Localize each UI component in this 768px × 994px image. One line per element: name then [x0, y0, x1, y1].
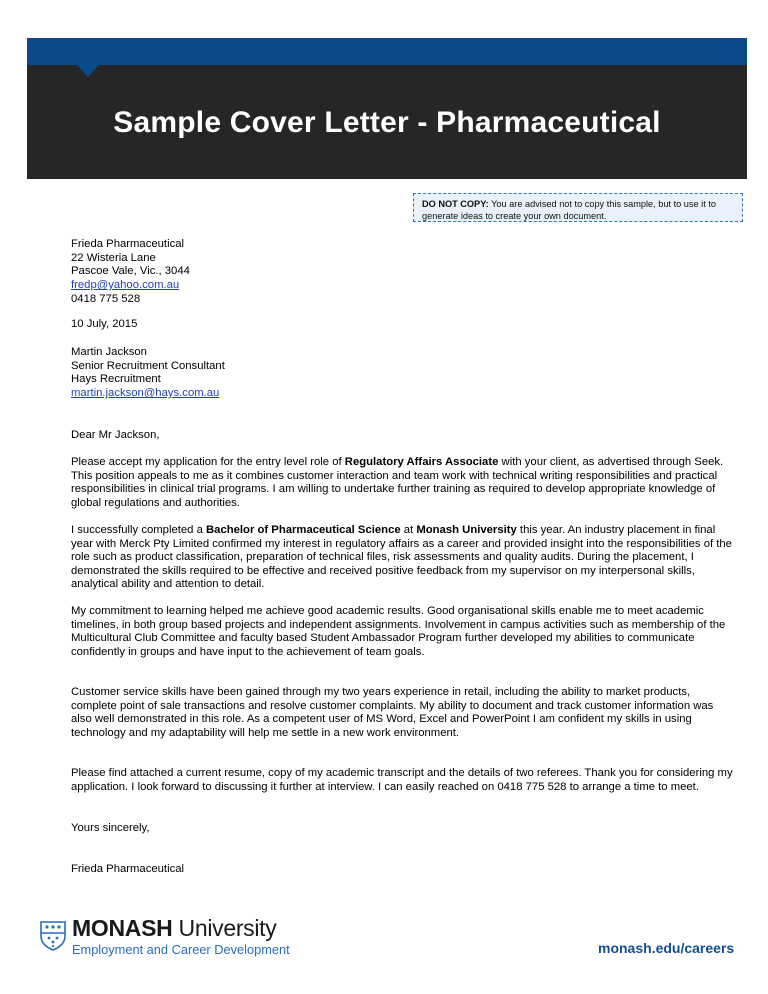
careers-url-link[interactable]: monash.edu/careers	[598, 940, 735, 956]
paragraph-1: Please accept my application for the entry level role of Regulatory Affairs Associate with your client, as advertised through Seek. This position appeals to me as it combines customer interaction and team work with technical writing responsibilities and practical responsibilities in clinical trial programs. I am willing to undertake further training as required to develop appropriate knowledge of global regulations and authorities.	[71, 456, 724, 509]
paragraph-2: I successfully completed a Bachelor of Pharmaceutical Science at Monash University this year. An industry placement in final year with Merck Pty Limited confirmed my interest in regulatory affairs as a career and provided insight into the responsibilities of the role such as product classification, preparation of technical files, risk assessments and quality audits. During the placement, I demonstrated the skills required to be effective and received positive feedback from my supervisor on my interpersonal skills, analytical ability and attention to detail.	[71, 524, 732, 591]
sender-phone: 0418 775 528	[71, 292, 141, 305]
paragraph-5: Please find attached a current resume, copy of my academic transcript and the details of two referees. Thank you for considering my application. I look forward to discussing it further at interview. I can easily reached on 0418 775 528 to arrange a time to meet.	[71, 767, 733, 793]
paragraph-4: Customer service skills have been gained through my two years experience in retail, including the ability to market products, complete point of sale transactions and resolve customer complaints. My ability to document and track customer information was also well demonstrated in this role. As a competent user of MS Word, Excel and PowerPoint I am confident my skills in using technology and my adaptability will help me settle in a new work environment.	[71, 686, 714, 739]
recipient-name: Martin Jackson	[71, 346, 147, 358]
sender-name: Frieda Pharmaceutical	[71, 238, 185, 250]
signature-name: Frieda Pharmaceutical	[71, 863, 185, 875]
sender-email-link[interactable]: fredp@yahoo.com.au	[71, 279, 180, 292]
degree-highlight: Bachelor of Pharmaceutical Science	[206, 524, 401, 536]
header-accent-bar	[27, 38, 747, 65]
letter-date: 10 July, 2015	[71, 318, 138, 330]
page-title: Sample Cover Letter - Pharmaceutical	[113, 106, 661, 139]
closing: Yours sincerely,	[71, 822, 150, 834]
recipient-company: Hays Recruitment	[71, 373, 161, 386]
salutation: Dear Mr Jackson,	[71, 429, 160, 441]
sender-address	[71, 238, 190, 307]
header-notch	[76, 64, 100, 77]
recipient-address	[71, 346, 225, 401]
monash-shield-icon	[40, 921, 66, 951]
monash-wordmark: MONASH University	[72, 915, 277, 941]
notice-text: You are advised not to copy this sample, but to use it to generate ideas to create your own document.	[422, 199, 716, 221]
role-highlight: Regulatory Affairs Associate	[344, 456, 499, 468]
paragraph-3: My commitment to learning helped me achieve good academic results. Good organisational skills enable me to meet academic timelines, in both group based projects and independent assignments. Involvement in campus activities such as membership of the Multicultural Club Committee and faculty based Student Ambassador Program further developed my abilities to communicate confidently in groups and have input to the achievement of team goals.	[71, 605, 726, 658]
sender-suburb: Pascoe Vale, Vic., 3044	[71, 265, 190, 278]
recipient-email-link[interactable]: martin.jackson@hays.com.au	[71, 387, 220, 400]
recipient-title: Senior Recruitment Consultant	[71, 359, 225, 372]
do-not-copy-notice	[413, 193, 743, 222]
department-name: Employment and Career Development	[72, 942, 290, 957]
university-highlight: Monash University	[416, 524, 517, 536]
notice-label: DO NOT COPY:	[422, 199, 489, 209]
sender-street: 22 Wisteria Lane	[71, 251, 156, 264]
